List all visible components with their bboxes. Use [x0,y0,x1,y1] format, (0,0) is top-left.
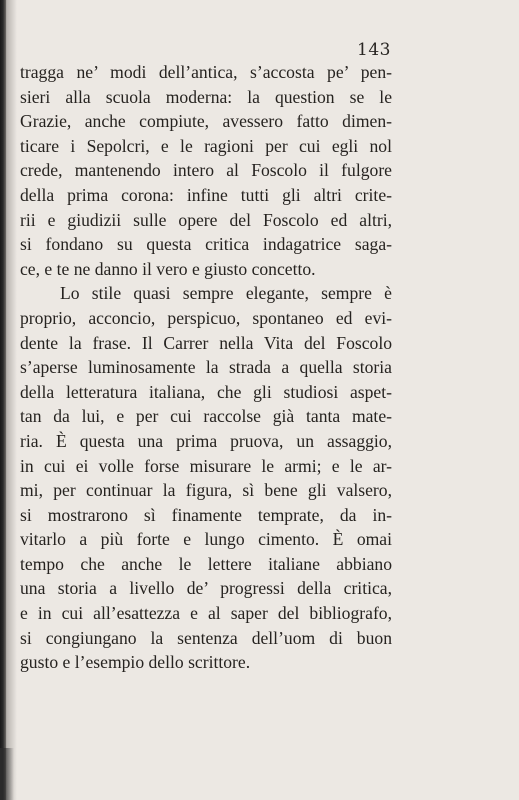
text-line: una storia a livello de’ progressi della critica, [20,578,392,599]
text-line: si congiungano la sentenza dell’uom di buon [20,627,392,648]
text-line: tempo che anche le lettere italiane abbiano [20,553,392,574]
text-line: tan da lui, e per cui raccolse già tanta mate- [20,406,392,427]
text-line: tragga ne’ modi dell’antica, s’accosta pe’ pen- [20,62,392,82]
text-line: vitarlo a più forte e lungo cimento. È omai [20,529,392,550]
text-line: della prima corona: infine tutti gli altri crite- [20,184,392,205]
text-line: si mostrarono sì finamente temprate, da in- [20,504,392,525]
text-line: ria. È questa una prima pruova, un assaggio, [20,430,392,451]
text-line: s’aperse luminosamente la strada a quella storia [20,357,392,378]
page-binding-edge [0,0,7,800]
text-line: Grazie, anche compiute, avessero fatto dimen- [20,111,392,132]
body-text [20,60,392,675]
gutter-shadow [7,0,17,800]
corner-shadow [0,748,14,800]
text-line: dente la frase. Il Carrer nella Vita del Foscolo [20,332,392,353]
text-line: sieri alla scuola moderna: la question se le [20,86,392,107]
text-line: rii e giudizii sulle opere del Foscolo ed altri, [20,209,392,230]
text-line: ce, e te ne danno il vero e giusto concetto. [20,258,316,279]
text-line: proprio, acconcio, perspicuo, spontaneo ed evi- [20,307,392,328]
text-line: e in cui all’esattezza e al saper del bibliografo, [20,603,392,624]
text-line: ticare i Sepolcri, e le ragioni per cui egli nol [20,135,392,156]
text-line: mi, per continuar la figura, sì bene gli valsero, [20,480,392,501]
text-line: si fondano su questa critica indagatrice saga- [20,234,392,255]
text-line: della letteratura italiana, che gli studiosi aspet- [20,381,392,402]
text-line: in cui ei volle forse misurare le armi; e le ar- [20,455,392,476]
text-line: crede, mantenendo intero al Foscolo il fulgore [20,160,392,181]
page-number: 143 [357,40,391,60]
text-line: gusto e l’esempio dello scrittore. [20,652,251,673]
paragraph-first-line: Lo stile quasi sempre elegante, sempre è [60,283,392,304]
